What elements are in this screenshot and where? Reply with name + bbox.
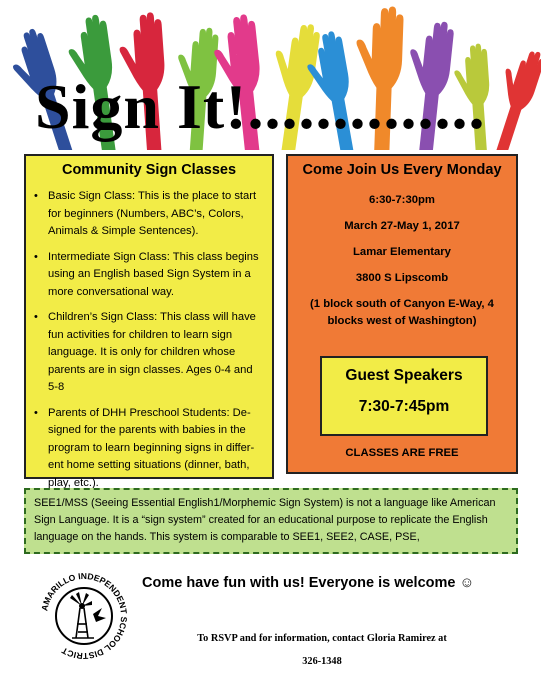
classes-heading: Community Sign Classes [61, 162, 237, 178]
list-item: • Intermediate Sign Class: This class begins using an English based Sign System in a more conversational way. [34, 249, 264, 302]
class-dates: March 27-May 1, 2017 [344, 220, 460, 232]
classes-list [34, 188, 264, 492]
class-time: 6:30-7:30pm [369, 194, 435, 206]
class-location: Lamar Elementary [353, 246, 451, 258]
windmill-logo-icon [36, 568, 132, 664]
schedule-panel [286, 154, 518, 474]
free-classes-note: CLASSES ARE FREE [345, 447, 459, 459]
sign-system-note: SEE1/MSS (Seeing Essential English1/Morphemic Sign System) is not a language like American Sign Language. It is a “sign system” created for an educational purpose to replicate the English language on the hands. This system is comparable to SEE1, SEE2, CASE, PSE, [24, 488, 518, 554]
guest-speakers-time: 7:30-7:45pm [358, 398, 450, 415]
logo-text: AMARILLO INDEPENDENT SCHOOL DISTRICT [39, 570, 130, 662]
guest-speakers-box [320, 356, 488, 436]
guest-speakers-title: Guest Speakers [345, 367, 463, 384]
page-title: Sign It!.............. [35, 71, 486, 142]
schedule-heading: Come Join Us Every Monday [302, 162, 502, 178]
list-item: • Basic Sign Class: This is the place to start for beginners (Numbers, ABC’s, Colors, Animals & Simple Sentences). [34, 188, 264, 241]
rsvp-contact: To RSVP and for information, contact Gloria Ramirez at [197, 633, 447, 644]
list-item: • Parents of DHH Preschool Students: De-signed for the parents with babies in the program to learn beginning signs in differ-ent home setting situations (dinner, bath, play, etc.). [34, 405, 264, 493]
list-item: • Children’s Sign Class: This class will have fun activities for children to learn sign language. It is only for children whose parents are in sign classes. Ages 0-4 and 5-8 [34, 309, 264, 397]
class-directions: (1 block south of Canyon E-Way, 4 blocks west of Washington) [310, 298, 494, 327]
svg-text:AMARILLO INDEPENDENT SCHOOL DI [39, 571, 129, 661]
welcome-message: Come have fun with us! Everyone is welcome ☺ [142, 575, 475, 591]
community-classes-panel [24, 154, 274, 489]
class-address: 3800 S Lipscomb [355, 272, 449, 284]
rsvp-phone: 326-1348 [302, 656, 342, 667]
